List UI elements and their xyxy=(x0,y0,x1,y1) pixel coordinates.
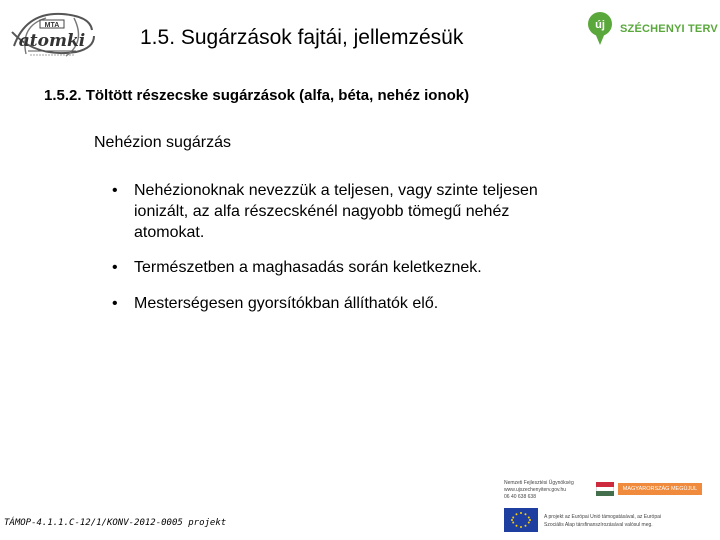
hungary-renews-badge: MAGYARORSZÁG MEGÚJUL xyxy=(618,483,702,495)
bullet-item xyxy=(112,257,542,278)
bullet-text: Természetben a maghasadás során keletkeznek. xyxy=(134,259,482,276)
szechenyi-badge-icon xyxy=(586,11,614,47)
funding-line: www.ujszechenyiterv.gov.hu xyxy=(504,487,567,493)
svg-text:MTA: MTA xyxy=(44,22,60,29)
bullet-item xyxy=(112,293,542,314)
subheading: Nehézion sugárzás xyxy=(94,134,231,151)
footer-project-code: TÁMOP-4.1.1.C-12/1/KONV-2012-0005 projekt xyxy=(4,518,227,528)
atomki-logo-text: atomki xyxy=(18,31,86,51)
bullet-text: Nehézionoknak nevezzük a teljesen, vagy szinte teljesen ionizált, az alfa részecskénél nagyobb tömegű nehéz atomokat. xyxy=(134,182,538,241)
section-heading: 1.5.2. Töltött részecske sugárzások (alfa, béta, nehéz ionok) xyxy=(44,87,470,104)
page-title: 1.5. Sugárzások fajtái, jellemzésük xyxy=(140,26,464,49)
hungarian-flag-icon xyxy=(596,482,614,496)
szechenyi-logo-text: SZÉCHENYI TERV xyxy=(620,23,718,35)
bullet-icon: • xyxy=(112,295,118,312)
eu-funding-line: A projekt az Európai Unió támogatásával, az Európai xyxy=(544,514,662,520)
bullet-text: Mesterségesen gyorsítókban állíthatók elő. xyxy=(134,295,439,312)
szechenyi-badge-text: új xyxy=(595,19,605,31)
bullet-list xyxy=(112,180,542,314)
bullet-icon: • xyxy=(112,182,118,199)
eu-funding-line: Szociális Alap társfinanszírozásával valósul meg. xyxy=(544,522,653,528)
funding-line: Nemzeti Fejlesztési Ügynökség xyxy=(504,480,574,486)
funding-info xyxy=(500,474,712,534)
funding-line: 06 40 638 638 xyxy=(504,494,536,500)
szechenyi-terv-logo xyxy=(586,6,718,52)
atomki-logo xyxy=(6,6,98,62)
atomki-logo-graphic xyxy=(6,6,98,62)
bullet-item xyxy=(112,180,542,243)
bullet-icon: • xyxy=(112,259,118,276)
eu-flag-icon xyxy=(504,508,538,532)
